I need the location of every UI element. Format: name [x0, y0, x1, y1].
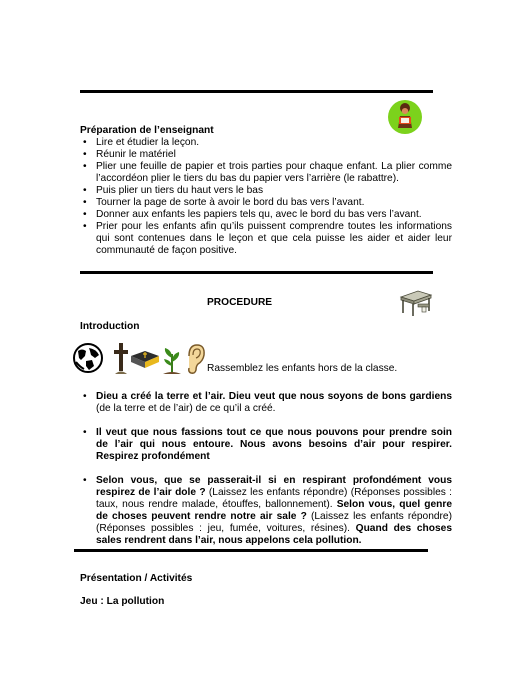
prep-item: • Prier pour les enfants afin qu’ils puissent comprendre toutes les informations qui sont contenues dans le leçon et que cela puisse les aider et aider leur communauté de façon positive. — [80, 221, 452, 257]
procedure-title: PROCEDURE — [207, 297, 273, 308]
bible-icon — [129, 348, 161, 374]
school-desk-icon — [398, 287, 434, 317]
teacher-reading-icon — [387, 99, 423, 135]
top-rule — [80, 90, 433, 93]
procedure-list — [80, 391, 452, 559]
prep-item: • Puis plier un tiers du haut vers le bas — [80, 185, 452, 197]
mid-rule — [80, 271, 433, 274]
prep-item: • Lire et étudier la leçon. — [80, 137, 452, 149]
prep-item: • Donner aux enfants les papiers tels qu, avec le bord du bas vers l’avant. — [80, 209, 452, 221]
cross-icon — [113, 341, 129, 377]
prep-item: • Plier une feuille de papier et trois parties pour chaque enfant. La plier comme l’accordéon plier le tiers du bas du papier vers l’arrière (le rabattre). — [80, 161, 452, 185]
prep-item: • Réunir le matériel — [80, 149, 452, 161]
introduction-heading: Introduction — [80, 321, 140, 332]
game-title: Jeu : La pollution — [80, 596, 165, 607]
prep-list — [80, 137, 452, 257]
globe-icon — [72, 342, 104, 374]
ear-icon — [185, 342, 207, 376]
presentation-heading: Présentation / Activités — [80, 573, 193, 584]
prep-item: • Tourner la page de sorte à avoir le bord du bas vers l’avant. — [80, 197, 452, 209]
procedure-item: • Dieu a créé la terre et l’air. Dieu veut que nous soyons de bons gardiens (de la terre et de l’air) de ce qu’il a créé. — [80, 391, 452, 415]
sprouting-plant-icon — [161, 344, 183, 376]
gather-instruction: Rassemblez les enfants hors de la classe. — [207, 363, 398, 374]
prep-heading: Préparation de l’enseignant — [80, 125, 214, 136]
procedure-item: • Selon vous, que se passerait-il si en respirant profondément vous respirez de l’air dole ? (Laissez les enfants répondre) (Réponses possibles : taux, nous rendre malade, étouffes, ballonnement). Selon vous, quel genre de choses peuvent rendre notre air sale ? (Laissez les enfants répondre) (Réponses possibles : jeu, fumée, voitures, résines). Quand des choses sales rendrent dans l’air, nous appelons cela pollution. — [80, 475, 452, 547]
procedure-item: • Il veut que nous fassions tout ce que nous pouvons pour prendre soin de l’air qui nous entoure. Nous avons besoins d’air pour respirer. Respirez profondément — [80, 427, 452, 463]
